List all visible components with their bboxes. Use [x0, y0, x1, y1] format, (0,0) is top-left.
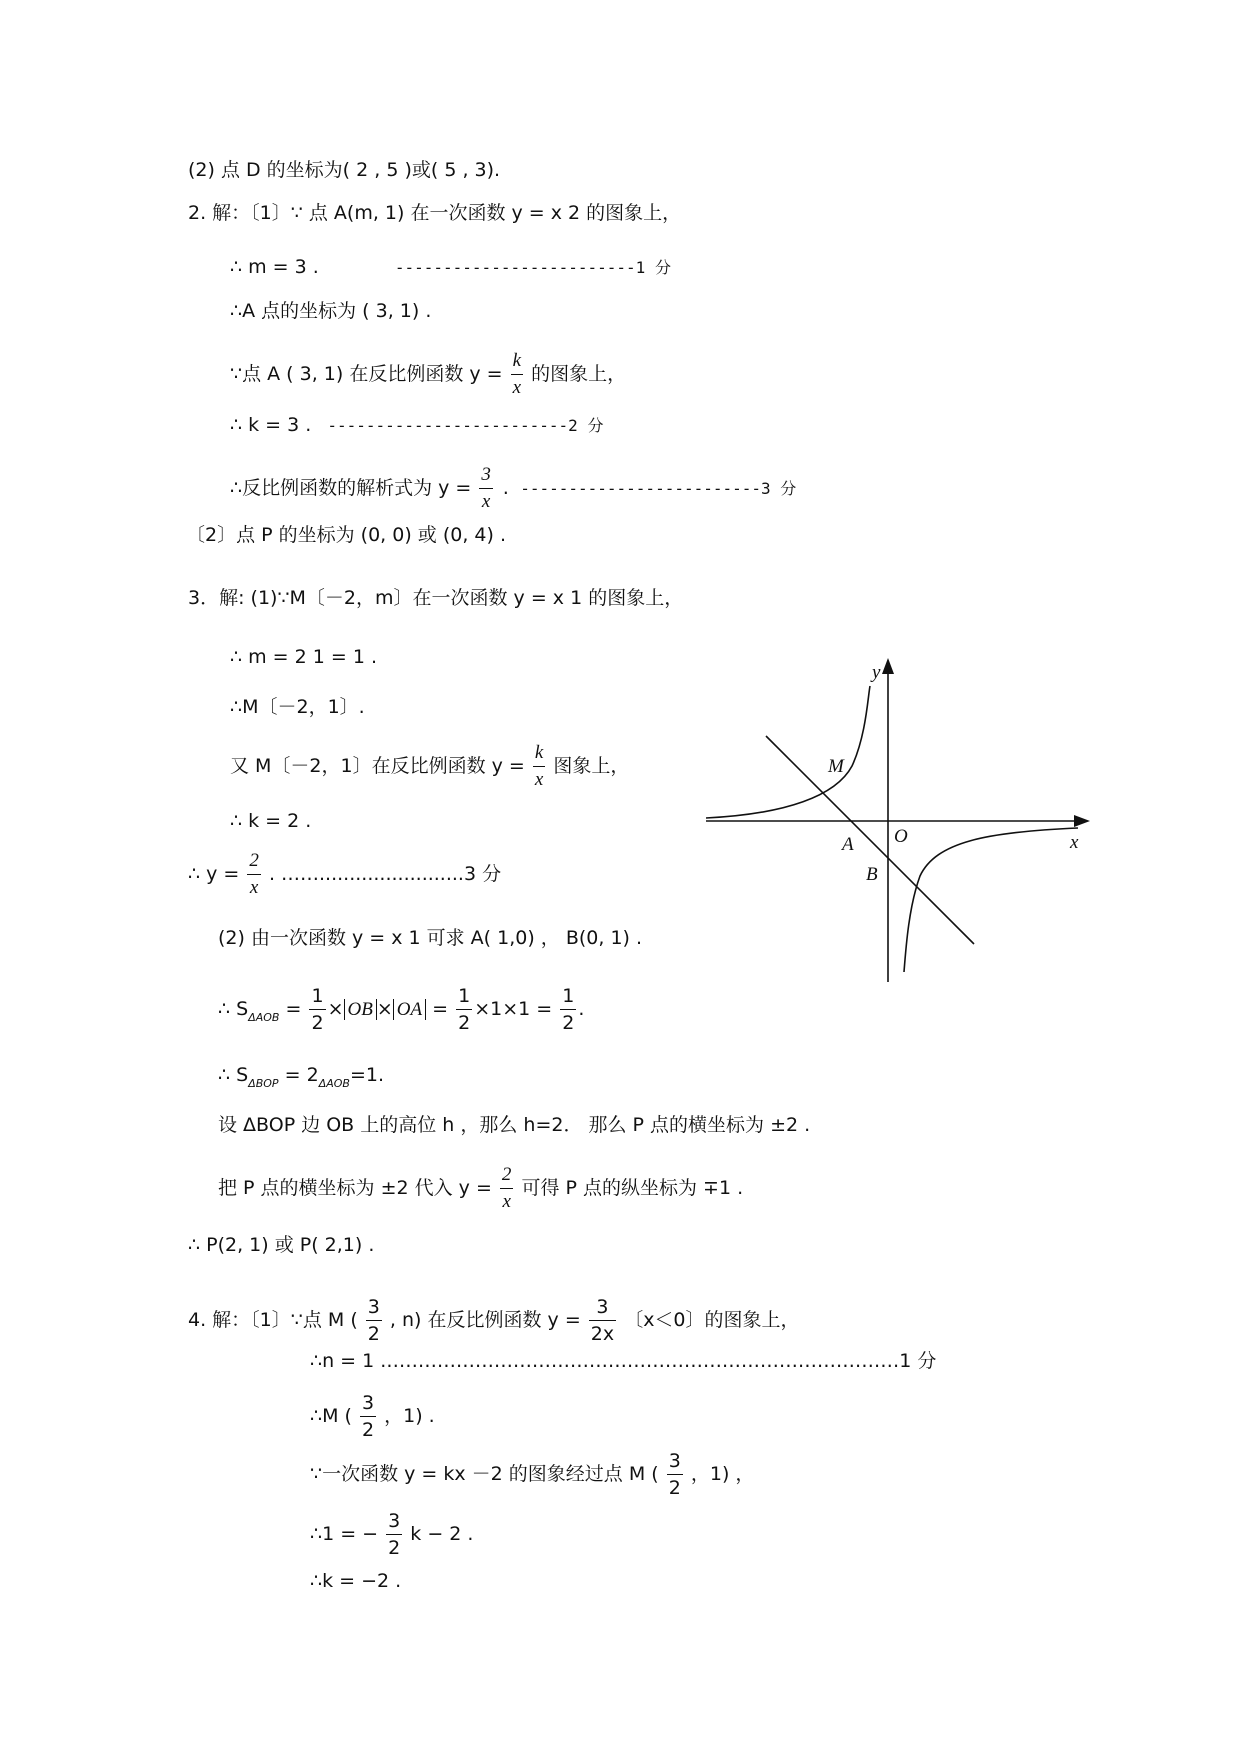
- p2-part2-answer: 〔2〕点 P 的坐标为 (0, 0) 或 (0, 4) .: [186, 524, 506, 546]
- label-m: M: [828, 756, 844, 777]
- p3-point-m: ∴M〔－2，1〕.: [230, 696, 365, 718]
- p3-expression: [188, 848, 501, 901]
- hyperbola-branch-left: [706, 686, 870, 818]
- p3-inverse-post: 图象上，: [553, 755, 630, 777]
- p2-point-a: ∴A 点的坐标为 ( 3, 1) .: [230, 300, 432, 322]
- p4-intro-pre: 4. 解：〔1〕∵点 M (: [188, 1309, 358, 1331]
- p3-answer-p: ∴ P(2, 1) 或 P( 2,1) .: [188, 1234, 375, 1256]
- p2-expression: [230, 462, 796, 515]
- label-b: B: [866, 864, 878, 885]
- p3-inverse-line: [230, 740, 629, 793]
- numerator: k: [533, 740, 545, 767]
- p3-m-value: ∴ m = 2 1 = 1 .: [230, 646, 378, 668]
- p3-part2-intro: (2) 由一次函数 y = x 1 可求 A( 1,0) ， B(0, 1) .: [218, 927, 643, 949]
- denominator: 2: [311, 1012, 324, 1034]
- numerator: 1: [456, 983, 472, 1010]
- denominator: x: [512, 377, 522, 398]
- result: =1.: [349, 1064, 385, 1086]
- fraction-half: [456, 983, 472, 1036]
- p4-linear-post: ，1) ，: [690, 1463, 755, 1485]
- p3-area-aob: [218, 983, 584, 1036]
- fraction-half: [560, 983, 576, 1036]
- denominator: 2: [367, 1323, 380, 1345]
- numerator: 3: [386, 1508, 402, 1535]
- p3-height-line: 设 ΔBOP 边 OB 上的高位 h ，那么 h=2． 那么 P 点的横坐标为 ±2 .: [218, 1114, 811, 1136]
- fraction-3-over-2: [366, 1294, 382, 1347]
- fraction-2-over-x: [500, 1162, 514, 1215]
- numerator: 3: [589, 1294, 616, 1321]
- numerator: k: [511, 348, 523, 375]
- p4-equation-post: k − 2 .: [410, 1523, 474, 1545]
- hyperbola-line-figure: [706, 656, 1090, 986]
- s-symbol: ∴ S: [218, 1064, 249, 1086]
- fraction-3-over-2: [360, 1390, 376, 1443]
- fraction-2-over-x: [247, 848, 261, 901]
- p2-score-1: -------------------------1 分: [394, 258, 671, 277]
- equals: =: [285, 998, 302, 1020]
- fraction-3-over-2: [667, 1448, 683, 1501]
- p3-substitute-post: 可得 P 点的纵坐标为 ∓1 .: [521, 1177, 744, 1199]
- denominator: x: [502, 1191, 511, 1212]
- period: .: [578, 998, 585, 1020]
- problem-2-intro: 2. 解：〔1〕∵ 点 A(m, 1) 在一次函数 y = x 2 的图象上，: [188, 202, 682, 224]
- p4-point-post: ，1) .: [384, 1405, 435, 1427]
- p3-substitute-pre: 把 P 点的横坐标为 ±2 代入 y =: [218, 1177, 492, 1199]
- p2-m-text: ∴ m = 3 .: [230, 256, 319, 278]
- p3-expression-pre: ∴ y =: [188, 863, 240, 885]
- p2-score-2: -------------------------2 分: [327, 416, 604, 435]
- s-symbol: ∴ S: [218, 998, 249, 1020]
- s-subscript-aob: ΔAOB: [318, 1077, 350, 1090]
- denominator: 2: [388, 1537, 401, 1559]
- y-axis-arrow: [882, 658, 894, 674]
- p2-inverse-line: [230, 348, 626, 401]
- numerator: 3: [479, 462, 493, 489]
- product: ×1×1 =: [474, 998, 553, 1020]
- p4-k-value: ∴k = −2 .: [310, 1570, 402, 1592]
- label-o: O: [894, 826, 908, 847]
- problem-3-intro: 3．解: (1)∵M〔－2，m〕在一次函数 y = x 1 的图象上，: [188, 587, 684, 609]
- p3-score-3: . ……........................3 分: [268, 863, 502, 885]
- denominator: x: [249, 877, 259, 898]
- s-subscript: ΔAOB: [248, 1011, 280, 1024]
- denominator: 2: [562, 1012, 575, 1034]
- p2-k-value: [230, 412, 603, 439]
- numerator: 3: [360, 1390, 376, 1417]
- numerator: 3: [667, 1448, 683, 1475]
- denominator: 2x: [590, 1323, 615, 1345]
- p4-point-m: [310, 1390, 435, 1443]
- denominator: x: [481, 491, 491, 512]
- p3-k-value: ∴ k = 2 .: [230, 810, 312, 832]
- p2-k-text: ∴ k = 3 .: [230, 414, 312, 436]
- fraction-half: [309, 983, 325, 1036]
- numerator: 1: [309, 983, 325, 1010]
- p4-equation: [310, 1508, 473, 1561]
- problem-4-intro: [188, 1294, 800, 1347]
- label-y: y: [872, 662, 881, 683]
- numerator: 2: [247, 848, 261, 875]
- times: ×: [376, 998, 393, 1020]
- p3-inverse-pre: 又 M〔－2，1〕在反比例函数 y =: [230, 755, 525, 777]
- fraction-k-over-x: [511, 348, 523, 401]
- p3-area-bop: [218, 1062, 384, 1097]
- times: ×: [327, 998, 344, 1020]
- numerator: 1: [560, 983, 576, 1010]
- p4-equation-pre: ∴1 = −: [310, 1523, 379, 1545]
- fraction-3-over-2: [386, 1508, 402, 1561]
- p2-inverse-post: 的图象上，: [531, 363, 627, 385]
- numerator: 2: [500, 1162, 514, 1189]
- label-x: x: [1070, 832, 1079, 853]
- p4-point-pre: ∴M (: [310, 1405, 352, 1427]
- p2-expression-pre: ∴反比例函数的解析式为 y =: [230, 477, 472, 499]
- p4-intro-post: 〔x＜0〕的图象上，: [624, 1309, 800, 1331]
- line-y-eq-neg-x-minus-1: [766, 736, 974, 944]
- s-subscript: ΔBOP: [248, 1077, 279, 1090]
- label-a: A: [842, 834, 854, 855]
- numerator: 3: [366, 1294, 382, 1321]
- p4-linear-pre: ∵一次函数 y = kx －2 的图象经过点 M (: [310, 1463, 659, 1485]
- equals-two: = 2: [284, 1064, 319, 1086]
- p4-linear-line: [310, 1448, 754, 1501]
- abs-oa: OA: [393, 999, 426, 1020]
- denominator: x: [534, 769, 544, 790]
- fraction-3-over-2x: [589, 1294, 616, 1347]
- line-2-answer-d: (2) 点 D 的坐标为( 2 , 5 )或( 5 , 3).: [188, 159, 501, 181]
- x-axis-arrow: [1074, 815, 1090, 827]
- equals: =: [432, 998, 449, 1020]
- p3-substitute-line: [218, 1162, 743, 1215]
- denominator: 2: [668, 1477, 681, 1499]
- fraction-k-over-x: [533, 740, 545, 793]
- p2-m-value: [230, 254, 671, 281]
- p4-n-value: ∴n = 1 .………………………………………………………………………1 分: [310, 1350, 937, 1372]
- denominator: 2: [458, 1012, 471, 1034]
- abs-ob: OB: [344, 999, 377, 1020]
- fraction-3-over-x: [479, 462, 493, 515]
- denominator: 2: [361, 1419, 375, 1441]
- p2-score-3: . -------------------------3 分: [500, 479, 797, 498]
- p4-intro-mid: , n) 在反比例函数 y =: [389, 1309, 581, 1331]
- p2-inverse-pre: ∵点 A ( 3, 1) 在反比例函数 y =: [230, 363, 503, 385]
